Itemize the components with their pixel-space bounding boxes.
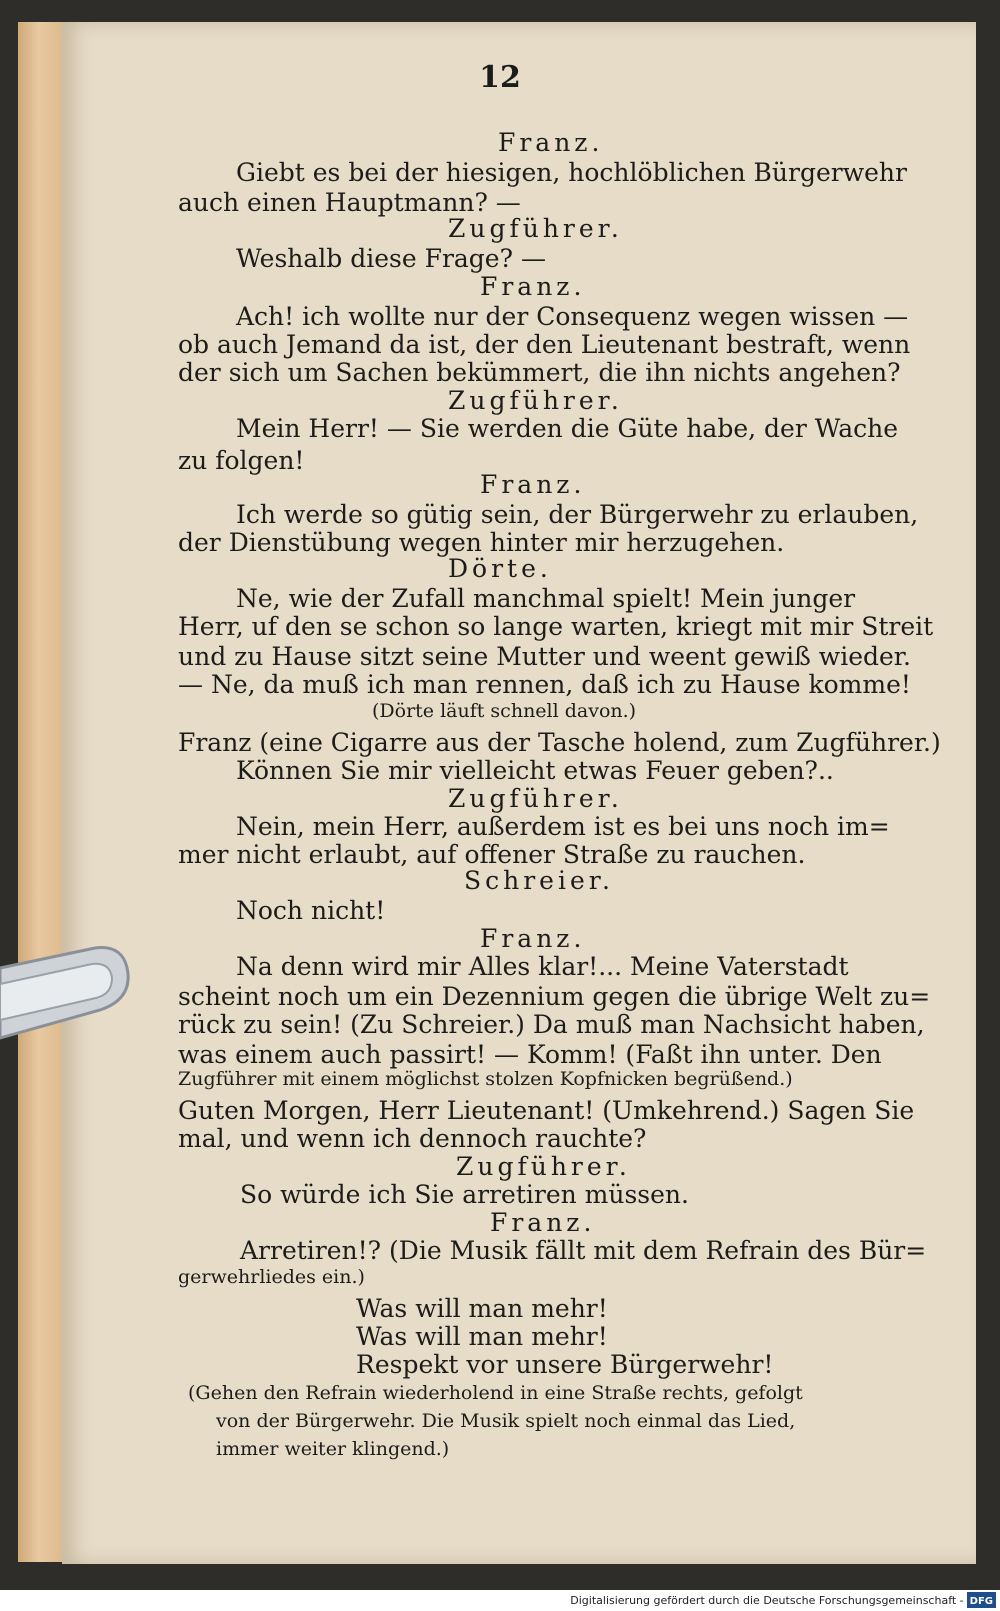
text-line: zu folgen! <box>178 446 305 475</box>
speaker-name: Franz. <box>480 272 586 301</box>
text-line: (Gehen den Refrain wiederholend in eine Straße rechts, gefolgt <box>188 1382 803 1404</box>
footer-credit: Digitalisierung gefördert durch die Deutsche Forschungsgemeinschaft - <box>570 1594 964 1607</box>
speaker-name: Franz. <box>498 128 604 157</box>
text-line: Giebt es bei der hiesigen, hochlöblichen Bürgerwehr <box>236 158 907 187</box>
dfg-logo: DFG <box>967 1592 996 1608</box>
text-line: Was will man mehr! <box>356 1322 608 1351</box>
speaker-name: Franz. <box>480 470 586 499</box>
text-line: — Ne, da muß ich man rennen, daß ich zu Hause komme! <box>178 670 911 699</box>
speaker-name: Franz. <box>490 1208 596 1237</box>
text-line: mal, und wenn ich dennoch rauchte? <box>178 1124 647 1153</box>
speaker-name: Zugführer. <box>448 386 623 415</box>
text-line: Ne, wie der Zufall manchmal spielt! Mein junger <box>236 584 856 613</box>
text-line: der sich um Sachen bekümmert, die ihn nichts angehen? <box>178 358 901 387</box>
text-line: Zugführer mit einem möglichst stolzen Kopfnicken begrüßend.) <box>178 1068 793 1090</box>
text-line: Was will man mehr! <box>356 1294 608 1323</box>
text-line: Nein, mein Herr, außerdem ist es bei uns noch im= <box>236 812 890 841</box>
text-line: So würde ich Sie arretiren müssen. <box>240 1180 689 1209</box>
text-line: Mein Herr! — Sie werden die Güte habe, der Wache <box>236 414 899 443</box>
text-line: Na denn wird mir Alles klar!... Meine Vaterstadt <box>236 952 849 981</box>
text-line: scheint noch um ein Dezennium gegen die übrige Welt zu= <box>178 982 931 1011</box>
text-line: von der Bürgerwehr. Die Musik spielt noch einmal das Lied, <box>216 1410 796 1432</box>
paper-clip-icon <box>0 940 140 1070</box>
text-line: Franz (eine Cigarre aus der Tasche holend, zum Zugführer.) <box>178 728 941 757</box>
text-line: Weshalb diese Frage? — <box>236 244 546 273</box>
text-line: Respekt vor unsere Bürgerwehr! <box>356 1350 774 1379</box>
text-line: mer nicht erlaubt, auf offener Straße zu rauchen. <box>178 840 806 869</box>
speaker-name: Dörte. <box>448 554 552 583</box>
text-line: gerwehrliedes ein.) <box>178 1266 365 1288</box>
text-line: auch einen Hauptmann? — <box>178 188 521 217</box>
text-line: (Dörte läuft schnell davon.) <box>372 700 637 722</box>
text-line: Noch nicht! <box>236 896 386 925</box>
speaker-name: Zugführer. <box>448 214 623 243</box>
text-line: der Dienstübung wegen hinter mir herzugehen. <box>178 528 785 557</box>
text-line: Ich werde so gütig sein, der Bürgerwehr zu erlauben, <box>236 500 919 529</box>
text-line: Guten Morgen, Herr Lieutenant! (Umkehrend.) Sagen Sie <box>178 1096 915 1125</box>
text-line: immer weiter klingend.) <box>216 1438 450 1460</box>
text-line: was einem auch passirt! — Komm! (Faßt ihn unter. Den <box>178 1040 882 1069</box>
text-line: und zu Hause sitzt seine Mutter und weent gewiß wieder. <box>178 642 911 671</box>
page-number: 12 <box>479 60 521 95</box>
speaker-name: Zugführer. <box>456 1152 631 1181</box>
footer-bar <box>0 1590 1000 1611</box>
text-line: Ach! ich wollte nur der Consequenz wegen wissen — <box>236 302 909 331</box>
text-line: Können Sie mir vielleicht etwas Feuer geben?.. <box>236 756 834 785</box>
text-line: Herr, uf den se schon so lange warten, kriegt mit mir Streit <box>178 612 934 641</box>
text-line: ob auch Jemand da ist, der den Lieutenant bestraft, wenn <box>178 330 911 359</box>
text-line: rück zu sein! (Zu Schreier.) Da muß man Nachsicht haben, <box>178 1010 925 1039</box>
speaker-name: Schreier. <box>464 866 614 895</box>
text-line: Arretiren!? (Die Musik fällt mit dem Refrain des Bür= <box>240 1236 927 1265</box>
speaker-name: Zugführer. <box>448 784 623 813</box>
speaker-name: Franz. <box>480 924 586 953</box>
